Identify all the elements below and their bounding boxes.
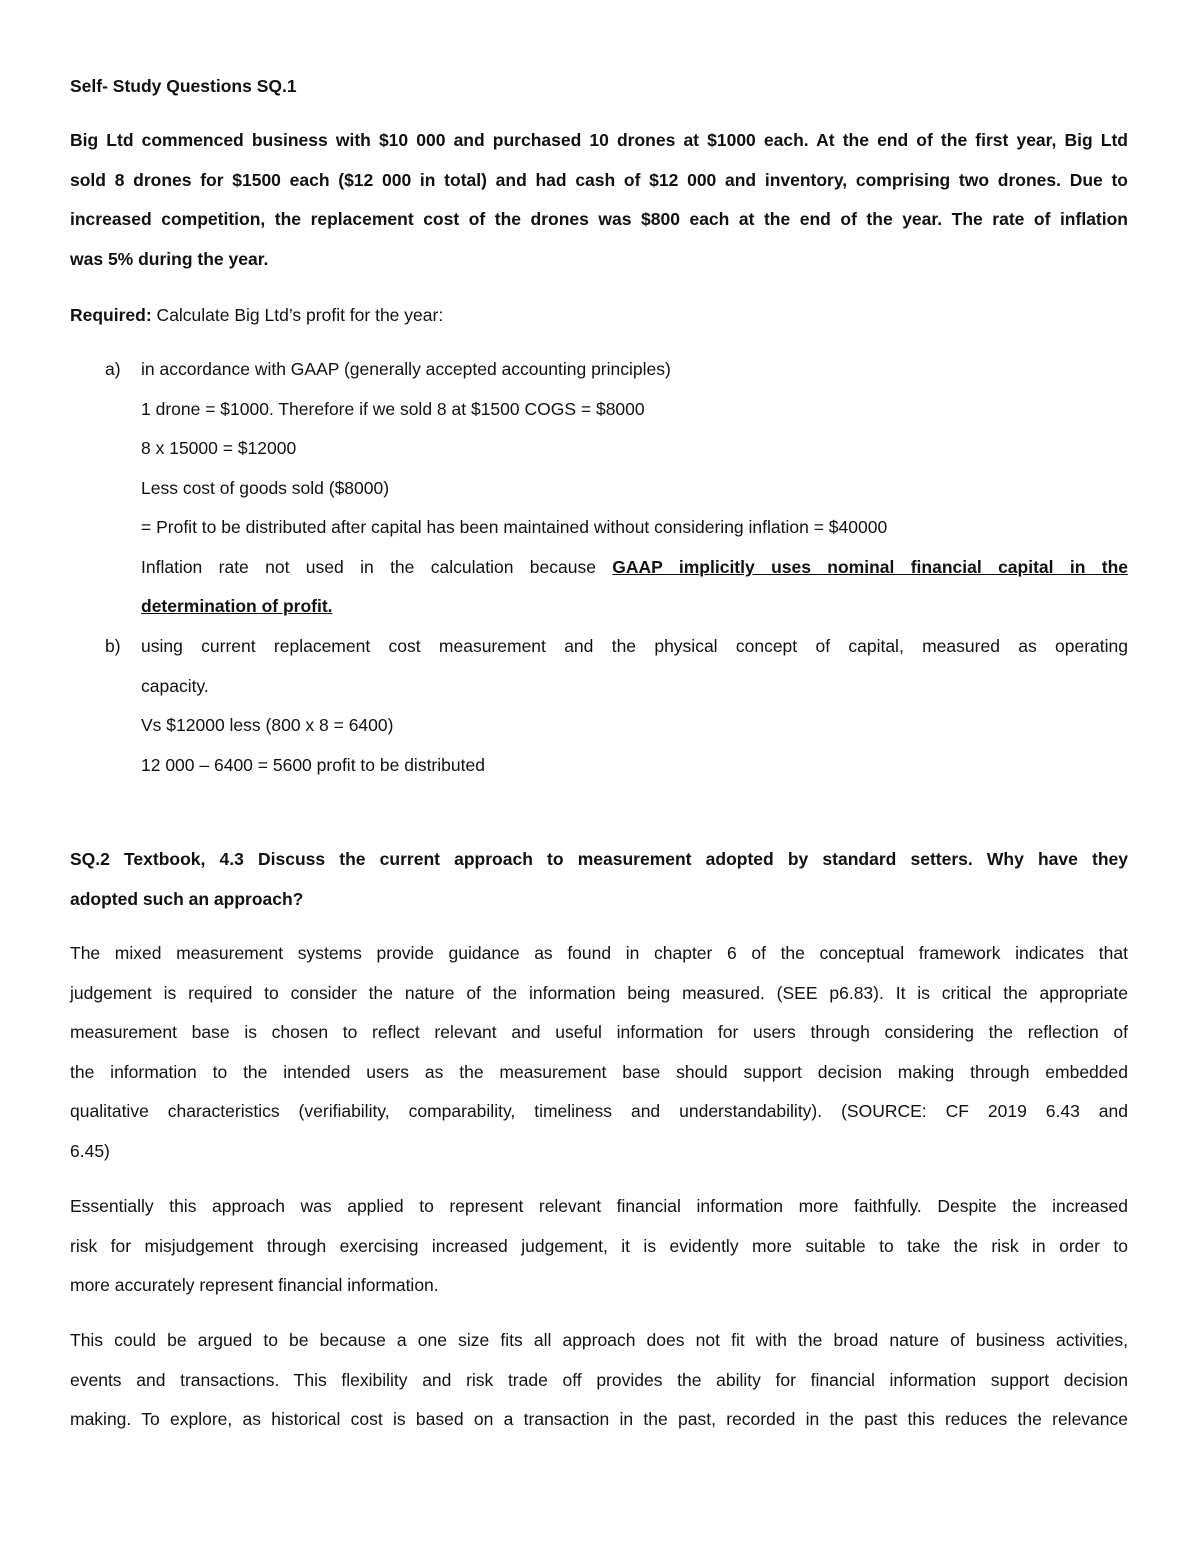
part-a-line: = Profit to be distributed after capital has been maintained without considering inflation = $40000	[141, 517, 888, 537]
paragraph-line: judgement is required to consider the nature of the information being measured. (SEE p6.83). It is critical the appropriate	[70, 983, 1128, 1003]
sq1-intro-line: increased competition, the replacement cost of the drones was $800 each at the end of the year. The rate of inflation	[70, 209, 1128, 229]
paragraph-line: qualitative characteristics (verifiability, comparability, timeliness and understandability). (SOURCE: CF 2019 6.43 and	[70, 1101, 1128, 1121]
paragraph-line: the information to the intended users as the measurement base should support decision making through embedded	[70, 1062, 1128, 1082]
paragraph-line: making. To explore, as historical cost is based on a transaction in the past, recorded in the past this reduces the relevance	[70, 1409, 1128, 1429]
inflation-underlined: GAAP implicitly uses nominal financial capital in the	[612, 557, 1128, 577]
required-label: Required:	[70, 305, 152, 325]
paragraph-line: risk for misjudgement through exercising increased judgement, it is evidently more suitable to take the risk in order to	[70, 1236, 1128, 1256]
part-a-line: 8 x 15000 = $12000	[141, 438, 297, 458]
part-b-marker: b)	[105, 636, 121, 656]
part-b-line: Vs $12000 less (800 x 8 = 6400)	[141, 715, 394, 735]
paragraph-line: The mixed measurement systems provide guidance as found in chapter 6 of the conceptual framework indicates that	[70, 943, 1128, 963]
sq1-intro-line: sold 8 drones for $1500 each ($12 000 in total) and had cash of $12 000 and inventory, comprising two drones. Due to	[70, 170, 1128, 190]
sq2-heading-cont: adopted such an approach?	[70, 889, 304, 909]
paragraph-line: Essentially this approach was applied to represent relevant financial information more faithfully. Despite the increased	[70, 1196, 1128, 1216]
part-a-marker: a)	[105, 359, 121, 379]
paragraph-line: events and transactions. This flexibility and risk trade off provides the ability for financial information support decision	[70, 1370, 1128, 1390]
sq1-intro-line: was 5% during the year.	[70, 249, 269, 269]
part-a-inflation-line	[141, 557, 1128, 578]
part-a-line: Less cost of goods sold ($8000)	[141, 478, 390, 498]
part-a-title: in accordance with GAAP (generally accepted accounting principles)	[141, 359, 671, 379]
paragraph-line: more accurately represent financial information.	[70, 1275, 439, 1295]
paragraph-line: 6.45)	[70, 1141, 110, 1161]
part-b-title: using current replacement cost measurement and the physical concept of capital, measured as operating	[141, 636, 1128, 656]
part-a-line: 1 drone = $1000. Therefore if we sold 8 at $1500 COGS = $8000	[141, 399, 645, 419]
sq1-intro-line: Big Ltd commenced business with $10 000 and purchased 10 drones at $1000 each. At the end of the first year, Big Ltd	[70, 130, 1128, 150]
sq2-heading: SQ.2 Textbook, 4.3 Discuss the current approach to measurement adopted by standard setters. Why have they	[70, 849, 1128, 869]
required-text: Calculate Big Ltd’s profit for the year:	[151, 305, 444, 325]
inflation-underlined-cont: determination of profit.	[141, 596, 333, 616]
required-line	[70, 305, 443, 326]
inflation-prefix: Inflation rate not used in the calculation because	[141, 557, 613, 577]
paragraph-line: measurement base is chosen to reflect relevant and useful information for users through considering the reflection of	[70, 1022, 1128, 1042]
paragraph-line: This could be argued to be because a one size fits all approach does not fit with the broad nature of business activities,	[70, 1330, 1128, 1350]
part-b-line: 12 000 – 6400 = 5600 profit to be distributed	[141, 755, 485, 775]
sq1-heading: Self- Study Questions SQ.1	[70, 76, 297, 96]
part-b-title-cont: capacity.	[141, 676, 209, 696]
